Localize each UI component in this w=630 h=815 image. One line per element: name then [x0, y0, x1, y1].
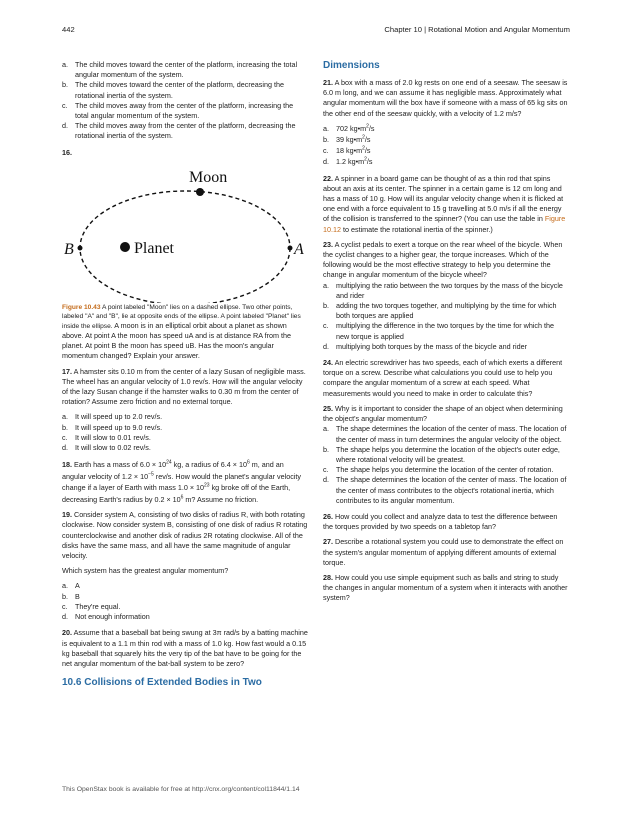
- q27-text: 27. Describe a rotational system you could use to demonstrate the effect on the system's angular momentum of applying different amounts of external torque.: [323, 537, 564, 567]
- option-item: b. It will speed up to 9.0 rev/s.: [62, 422, 163, 432]
- figure-link[interactable]: Figure 10.12: [323, 214, 566, 234]
- q19-text: 19. Consider system A, consisting of two disks of radius R, with both rotating clockwise. Now consider system B, consisting of one disk of radius R rotating counterclockwise and another disk of radius 2R rotating clockwise. All of the disks have the same mass, and all have the same magnitude of angular velocity.: [62, 510, 308, 561]
- q21-text: 21. A box with a mass of 2.0 kg rests on one end of a seesaw. The seesaw is 6.0 m long, and we can assume it has negligible mass. Approximately what angular momentum will the box have if someone with a mass of 65 kg sits on the other end of the seesaw quickly, with a velocity of 1.2 m/s?: [323, 78, 568, 118]
- point-a-label: A: [294, 240, 304, 258]
- option-item: a. A: [62, 581, 80, 591]
- left-column: [62, 60, 308, 689]
- chapter-title: Chapter 10 | Rotational Motion and Angular Momentum: [384, 25, 570, 34]
- q25-text: 25. Why is it important to consider the shape of an object when determining the object's angular momentum?: [323, 403, 563, 424]
- option-item: b. 39 $kg•m^2/s$: [323, 134, 371, 145]
- footer-note: This OpenStax book is available for free at http://cnx.org/content/col11844/1.14: [62, 786, 300, 793]
- figure-caption: Figure 10.43 A point labeled "Moon" lies on a dashed ellipse. Two other points, labeled "A" and "B", lie at opposite ends of the ellipse. A point labeled "Planet" lies inside the ellipse. A moon is in an elliptical orbit about a planet as shown above. At point A the moon has speed uA and is at distance RA from the planet. At point B the moon has speed uB. Has the moon's angular momentum changed? Explain your answer.: [62, 303, 301, 361]
- option-item: a. The shape determines the location of the center of mass. The location of the center of mass in turn determines the angular velocity of the object.: [323, 424, 567, 444]
- option-item: a. It will speed up to 2.0 rev/s.: [62, 412, 163, 422]
- section-heading-continued: Dimensions: [323, 60, 380, 71]
- q17-options: [62, 412, 308, 453]
- orbit-diagram: [62, 158, 308, 303]
- planet-point: [120, 242, 130, 252]
- option-item: a. multiplying the ratio between the two torques by the mass of the bicycle and rider: [323, 280, 563, 300]
- option-item: a. 702 $kg•m^2/s$: [323, 123, 375, 133]
- point-a-dot: [288, 245, 293, 250]
- orbit-ellipse: [80, 191, 290, 303]
- q23-text: 23. A cyclist pedals to exert a torque on the rear wheel of the bicycle. When the cyclist changes to a higher gear, the torque increases. Which of the following would be the most effective strategy to help you determine the change in angular momentum of the bicycle wheel?: [323, 239, 563, 280]
- option-item: d. The child moves away from the center of the platform, decreasing the rotational inertia of the system.: [62, 121, 296, 141]
- moon-label: Moon: [189, 168, 228, 186]
- q22-text: 22. A spinner in a board game can be thought of as a thin rod that spins about an axis at its center. The spinner in a certain game is 12 cm long and has a mass of 10 g. How will its angular velocity change when it is flicked at one end with a force equivalent to 15 g travelling at 5.0 m/s if all the energy of the collision is transferred to the spinner? (You can use the table in Figure 10.12 to estimate the rotational inertia of the spinner.): [323, 173, 566, 234]
- q18-text: 18. Earth has a mass of $6.0 \times 10^{24}$ kg, a radius of $6.4 \times 10^6$ m, and an angular velocity of $1.2 \times 10^{-5}$ rev/s. How would the planet's angular velocity change if a layer of Earth with mass $1.0 \times 10^{23}$ kg broke off of the Earth, decreasing Earth's radius by $0.2 \times 10^6$ m? Assume no friction.: [62, 459, 302, 504]
- option-item: a. The child moves toward the center of the platform, increasing the total angular momentum of the system.: [62, 60, 298, 80]
- option-item: c. multiplying the difference in the two torques by the time for which the new torque is applied: [323, 321, 555, 341]
- option-item: c. 18 $kg•m^2/s$: [323, 145, 371, 156]
- q23-options: [323, 281, 569, 352]
- q26-text: 26. How could you collect and analyze data to test the difference between the torques provided by two speeds on a tabletop fan?: [323, 511, 558, 532]
- option-item: d. multiplying both torques by the mass of the bicycle and rider: [323, 341, 527, 351]
- option-item: b. The child moves toward the center of the platform, decreasing the rotational inertia of the system.: [62, 80, 284, 100]
- right-column: [323, 60, 569, 609]
- q25-options: [323, 424, 569, 506]
- q16-text: A moon is in an elliptical orbit about a planet as shown above. At point A the moon has speed uA and is at distance RA from the planet. At point B the moon has speed uB. Has the moon's angular momentum changed? Explain your answer.: [62, 320, 291, 361]
- option-item: c. The child moves away from the center of the platform, increasing the total angular momentum of the system.: [62, 100, 294, 121]
- q21-options: [323, 124, 569, 168]
- point-b-label: B: [64, 240, 74, 258]
- option-item: c. The shape helps you determine the location of the center of rotation.: [323, 465, 554, 475]
- q19-question: Which system has the greatest angular momentum?: [62, 566, 229, 576]
- point-b-dot: [78, 245, 83, 250]
- question-number: 16.: [62, 147, 72, 157]
- q19-options: [62, 581, 308, 622]
- q28-text: 28. How could you use simple equipment such as balls and string to study the changes in angular momentum of a system when it interacts with another system?: [323, 572, 568, 603]
- q20-text: 20. Assume that a baseball bat being swung at 3π rad/s by a batting machine is equivalent to a 1.1 m thin rod with a mass of 1.0 kg. How fast would a 0.15 kg baseball that squarely hits the very tip of the bat have to be going for the net angular momentum of the bat-ball system to be zero?: [62, 628, 308, 668]
- orbit-figure: [62, 158, 308, 303]
- q15-options: [62, 60, 308, 142]
- option-item: b. B: [62, 591, 80, 601]
- q17-text: 17. A hamster sits 0.10 m from the center of a lazy Susan of negligible mass. The wheel has an angular velocity of 1.0 rev/s. How will the angular velocity of the lazy Susan change if the hamster walks to 0.30 m from the center of rotation? Assume zero friction and no external torque.: [62, 366, 306, 407]
- planet-label: Planet: [134, 239, 174, 257]
- option-item: c. It will slow to 0.01 rev/s.: [62, 432, 151, 442]
- section-heading: 10.6 Collisions of Extended Bodies in Two: [62, 677, 262, 689]
- q24-text: 24. An electric screwdriver has two speeds, each of which exerts a different torque on a screw. Describe what calculations you could use to help you compare the angular momentum of a screw at each speed. What measurements would you need to make in order to calculate this?: [323, 358, 563, 398]
- figure-label: Figure 10.43: [62, 303, 101, 311]
- option-item: b. adding the two torques together, and multiplying by the time for which both torques are applied: [323, 301, 557, 321]
- option-item: d. The shape determines the location of the center of mass. The location of the center of mass contributes to the object's rotational inertia, which contributes to its angular momentum.: [323, 475, 567, 505]
- option-item: c. They're equal.: [62, 601, 121, 611]
- option-item: d. Not enough information: [62, 612, 150, 622]
- page-number: 442: [62, 25, 75, 34]
- option-item: d. 1.2 $kg•m^2/s$: [323, 157, 373, 167]
- option-item: b. The shape helps you determine the location of the object's outer edge, where rotational velocity will be greatest.: [323, 444, 560, 464]
- option-item: d. It will slow to 0.02 rev/s.: [62, 443, 151, 453]
- moon-point: [196, 188, 204, 196]
